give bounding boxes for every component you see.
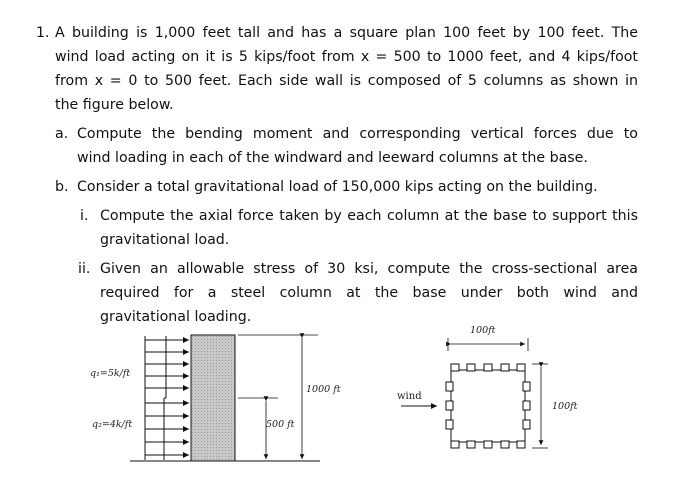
q1-label: q₁=5k/ft bbox=[90, 368, 131, 379]
q2-label: q₂=4k/ft bbox=[92, 419, 133, 430]
part-b-marker: b. bbox=[55, 179, 69, 195]
height-dimensions bbox=[238, 335, 318, 459]
sub-ii-line-1: Given an allowable stress of 30 ksi, compute the cross-sectional area bbox=[100, 261, 638, 277]
sub-i-marker: i. bbox=[80, 208, 89, 224]
sub-i-line-2: gravitational load. bbox=[100, 232, 230, 248]
statement-line-2: wind load acting on it is 5 kips/foot from x = 500 to 1000 feet, and 4 kips/foot bbox=[55, 49, 638, 65]
plan-view bbox=[446, 364, 530, 448]
wind-label: wind bbox=[397, 391, 422, 402]
statement-line-1: A building is 1,000 feet tall and has a square plan 100 feet by 100 feet. The bbox=[55, 25, 638, 41]
plan-dimensions bbox=[448, 338, 548, 448]
part-a-line-2: wind loading in each of the windward and leeward columns at the base. bbox=[77, 150, 588, 166]
load-arrows-lower bbox=[145, 403, 189, 455]
sub-ii-line-3: gravitational loading. bbox=[100, 309, 252, 325]
load-diagram bbox=[145, 336, 166, 460]
height-total-label: 1000 ft bbox=[306, 384, 341, 395]
statement-line-3: from x = 0 to 500 feet. Each side wall is composed of 5 columns as shown in bbox=[55, 73, 638, 89]
sub-ii-marker: ii. bbox=[78, 261, 91, 277]
part-b-line-1: Consider a total gravitational load of 150,000 kips acting on the building. bbox=[77, 179, 598, 195]
height-lower-label: 500 ft bbox=[266, 419, 295, 430]
sub-i-line-1: Compute the axial force taken by each column at the base to support this bbox=[100, 208, 638, 224]
building-elevation bbox=[191, 335, 235, 461]
load-arrows-upper bbox=[145, 340, 189, 388]
problem-number: 1. bbox=[36, 25, 50, 41]
part-a-marker: a. bbox=[55, 126, 69, 142]
part-a-line-1: Compute the bending moment and corresponding vertical forces due to bbox=[77, 126, 638, 142]
sub-ii-line-2: required for a steel column at the base under both wind and bbox=[100, 285, 638, 301]
plan-width-label: 100ft bbox=[470, 325, 496, 336]
statement-line-4: the figure below. bbox=[55, 97, 174, 113]
plan-depth-label: 100ft bbox=[552, 401, 578, 412]
